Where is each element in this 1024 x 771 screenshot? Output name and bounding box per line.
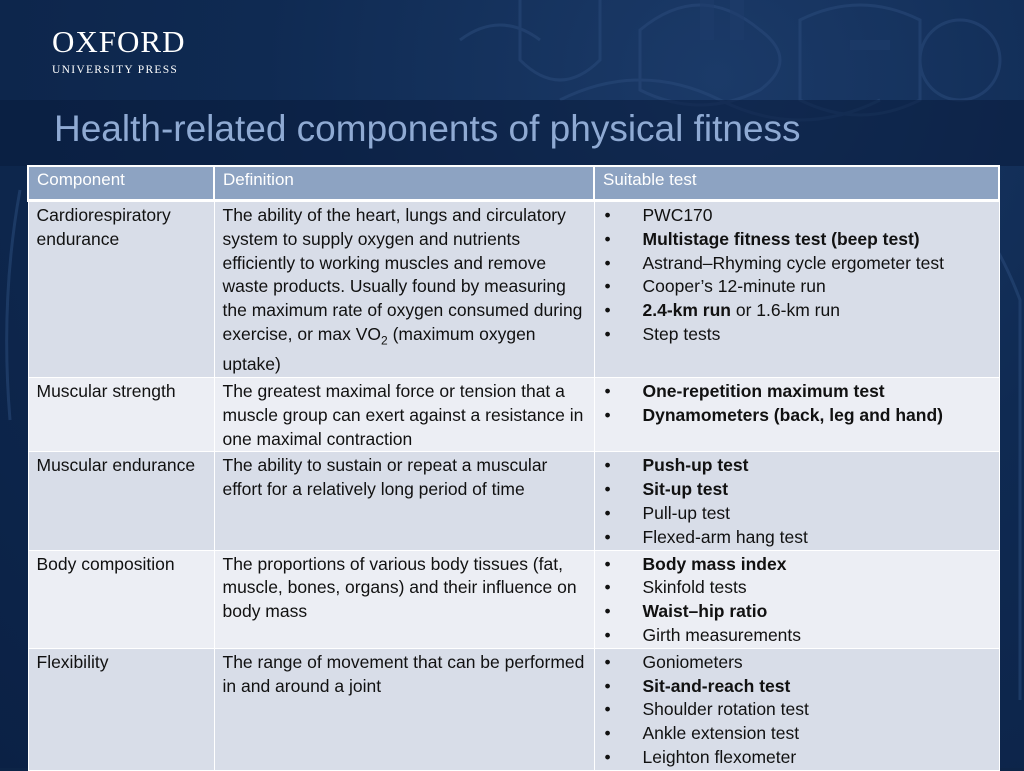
definition-cell	[214, 201, 594, 378]
tests-cell	[594, 550, 999, 648]
list-item: • Dynamometers (back, leg and hand)	[603, 404, 991, 428]
subscript: 2	[381, 333, 388, 348]
definition-text-end: (maximum oxygen uptake)	[222, 323, 536, 375]
list-item: • Goniometers	[603, 651, 991, 675]
list-item: • Step tests	[603, 323, 991, 347]
header-suitable-test: Suitable test	[594, 166, 999, 201]
tests-cell	[594, 201, 999, 378]
list-item: • Leighton flexometer	[603, 746, 991, 770]
logo-subtitle: UNIVERSITY PRESS	[52, 64, 179, 76]
list-item: • Body mass index	[603, 553, 991, 577]
table-row	[28, 452, 999, 550]
component-cell: Muscular endurance	[28, 452, 214, 550]
list-item: • Skinfold tests	[603, 576, 991, 600]
list-item: • Push-up test	[603, 454, 991, 478]
tests-cell	[594, 648, 999, 770]
tests-cell	[594, 378, 999, 452]
slide-title: Health-related components of physical fitness	[54, 108, 801, 149]
table-row	[28, 201, 999, 378]
tests-cell	[594, 452, 999, 550]
fitness-components-table	[27, 165, 1000, 771]
logo-wordmark: OXFORD	[52, 24, 186, 59]
list-item: • Astrand–Rhyming cycle ergometer test	[603, 252, 991, 276]
list-item: • Waist–hip ratio	[603, 600, 991, 624]
list-item: • Sit-and-reach test	[603, 675, 991, 699]
test-list	[603, 454, 991, 549]
list-item: • 2.4-km run or 1.6-km run	[603, 299, 991, 323]
definition-cell: The greatest maximal force or tension that a muscle group can exert against a resistance in one maximal contraction	[214, 378, 594, 452]
table-row	[28, 378, 999, 452]
header-component: Component	[28, 166, 214, 201]
test-list	[603, 651, 991, 770]
definition-cell: The ability to sustain or repeat a muscular effort for a relatively long period of time	[214, 452, 594, 550]
list-item: • Shoulder rotation test	[603, 698, 991, 722]
oxford-logo	[52, 26, 185, 76]
table-row	[28, 648, 999, 770]
list-item: • Sit-up test	[603, 478, 991, 502]
definition-cell: The proportions of various body tissues (fat, muscle, bones, organs) and their influence on body mass	[214, 550, 594, 648]
component-cell: Muscular strength	[28, 378, 214, 452]
table-header-row	[28, 166, 999, 201]
table-row	[28, 550, 999, 648]
list-item: • Flexed-arm hang test	[603, 526, 991, 550]
header-definition: Definition	[214, 166, 594, 201]
list-item: • Cooper’s 12-minute run	[603, 275, 991, 299]
definition-cell: The range of movement that can be performed in and around a joint	[214, 648, 594, 770]
component-cell: Flexibility	[28, 648, 214, 770]
list-item: • Girth measurements	[603, 624, 991, 648]
list-item: • Multistage fitness test (beep test)	[603, 228, 991, 252]
list-item: • Pull-up test	[603, 502, 991, 526]
list-item: • Ankle extension test	[603, 722, 991, 746]
list-item: • PWC170	[603, 204, 991, 228]
test-list	[603, 553, 991, 648]
definition-text: The ability of the heart, lungs and circulatory system to supply oxygen and nutrients efficiently to working muscles and remove waste products. Usually found by measuring the maximum rate of oxygen consumed during exercise, or max VO	[222, 205, 583, 344]
component-cell: Body composition	[28, 550, 214, 648]
component-cell: Cardiorespiratory endurance	[28, 201, 214, 378]
list-item: • One-repetition maximum test	[603, 380, 991, 404]
test-list	[603, 380, 991, 428]
test-list	[603, 204, 991, 347]
